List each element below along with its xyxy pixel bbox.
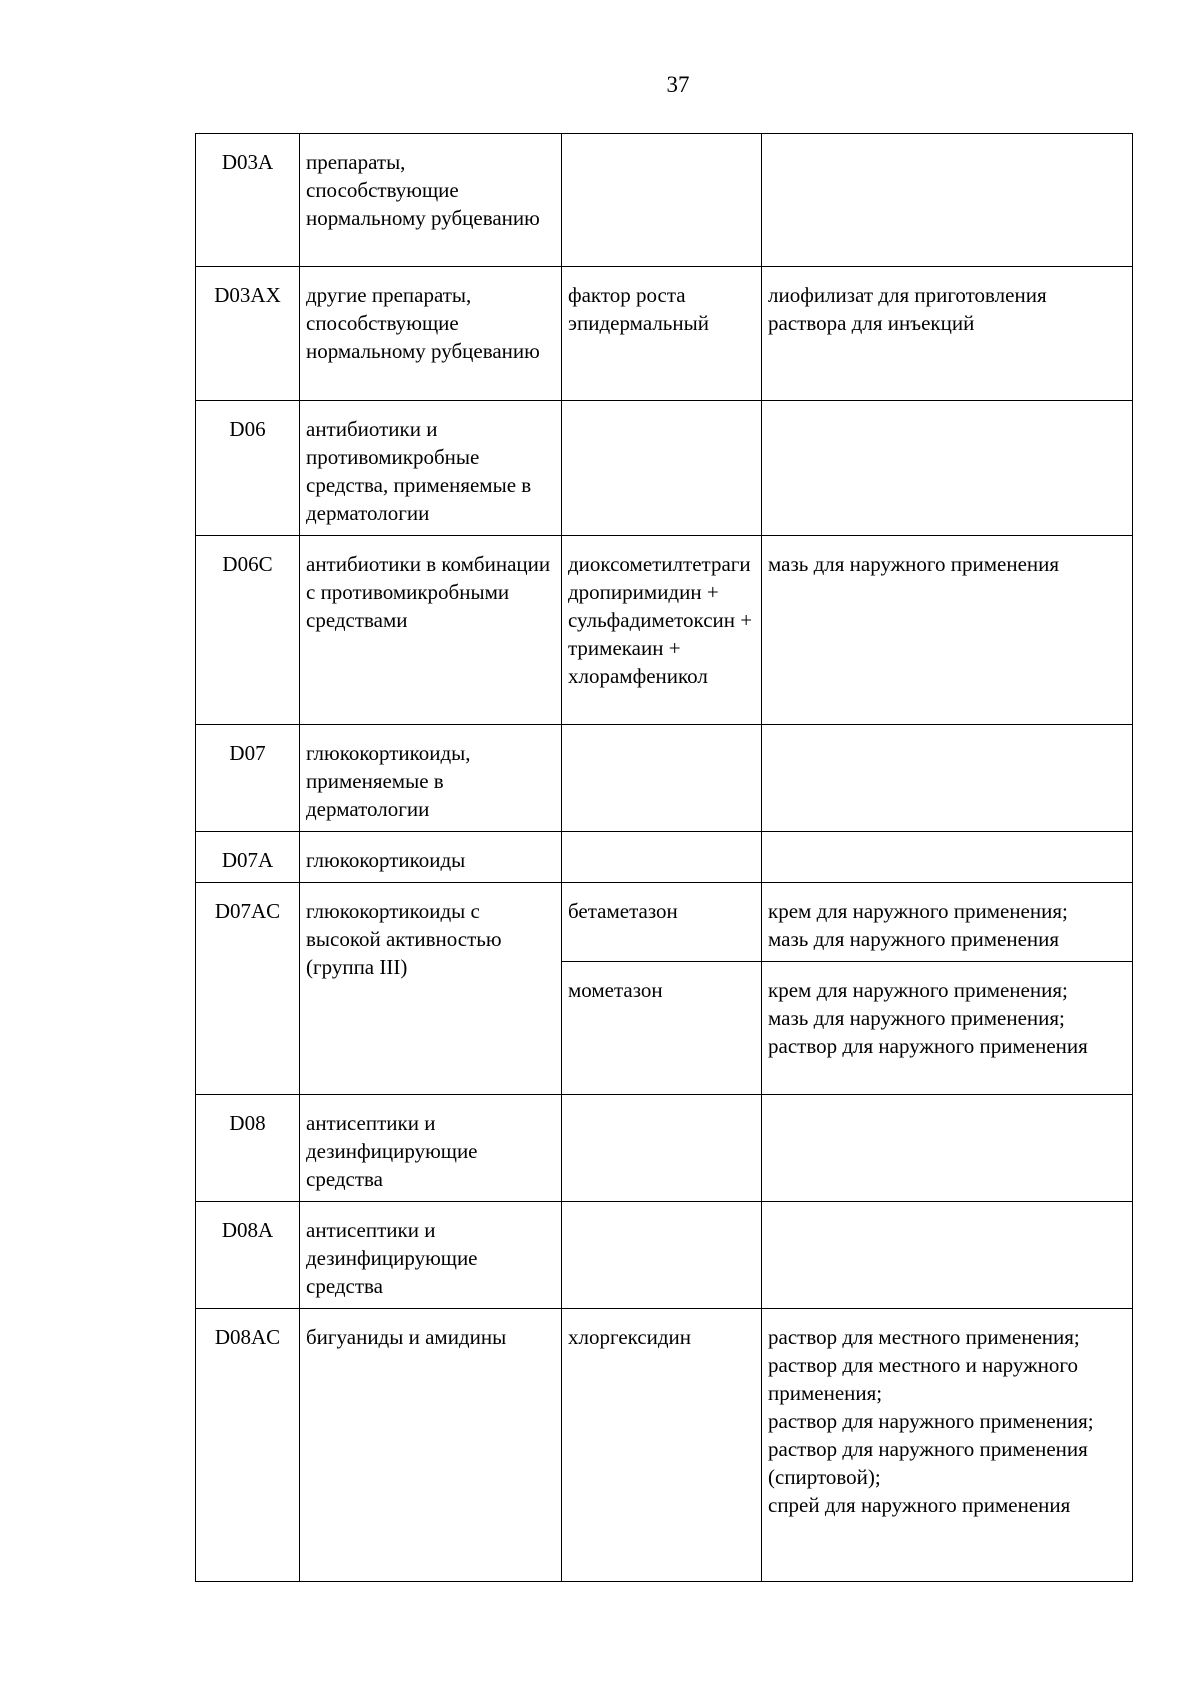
atc-code: D08A: [196, 1202, 300, 1309]
group-name: другие препараты, способствующие нормальному рубцеванию: [300, 267, 562, 401]
dosage-forms: [762, 1202, 1133, 1309]
atc-code: D08AC: [196, 1309, 300, 1582]
group-name: глюкокортикоиды с высокой активностью (группа III): [300, 883, 562, 1095]
atc-code: D07: [196, 725, 300, 832]
group-name: препараты, способствующие нормальному рубцеванию: [300, 134, 562, 267]
group-name: глюкокортикоиды: [300, 832, 562, 883]
table-row: [196, 725, 1133, 832]
drug-name: [562, 134, 762, 267]
dosage-form-line: мазь для наружного применения: [768, 552, 1060, 576]
atc-code: D07AC: [196, 883, 300, 1095]
dosage-forms: [762, 401, 1133, 536]
dosage-form-line: лиофилизат для приготовления раствора для инъекций: [768, 283, 1047, 335]
dosage-forms: [762, 962, 1133, 1095]
table-row: [196, 536, 1133, 725]
atc-code: D03A: [196, 134, 300, 267]
table-row: [196, 134, 1133, 267]
drug-name: [562, 832, 762, 883]
dosage-form-line: раствор для наружного применения;: [768, 1409, 1094, 1433]
drug-name: фактор роста эпидермальный: [562, 267, 762, 401]
dosage-form-line: крем для наружного применения;: [768, 899, 1068, 923]
drug-name: мометазон: [562, 962, 762, 1095]
atc-code: D07A: [196, 832, 300, 883]
atc-code: D03AX: [196, 267, 300, 401]
drug-name: бетаметазон: [562, 883, 762, 962]
dosage-forms: [762, 725, 1133, 832]
drug-name: [562, 401, 762, 536]
dosage-form-line: раствор для местного и наружного применения;: [768, 1353, 1078, 1405]
drug-name: диоксометилтетрагидропиримидин + сульфадиметоксин + тримекаин + хлорамфеникол: [562, 536, 762, 725]
table-row: [196, 1095, 1133, 1202]
dosage-form-line: мазь для наружного применения: [768, 927, 1060, 951]
dosage-forms: [762, 1309, 1133, 1582]
table-row: [196, 1202, 1133, 1309]
dosage-form-line: спрей для наружного применения: [768, 1493, 1071, 1517]
group-name: бигуаниды и амидины: [300, 1309, 562, 1582]
atc-code: D06: [196, 401, 300, 536]
dosage-form-line: раствор для местного применения;: [768, 1325, 1080, 1349]
drug-name: хлоргексидин: [562, 1309, 762, 1582]
table-row: [196, 832, 1133, 883]
group-name: антисептики и дезинфицирующие средства: [300, 1095, 562, 1202]
atc-code: D06C: [196, 536, 300, 725]
table-row: [196, 401, 1133, 536]
dosage-forms: [762, 134, 1133, 267]
group-name: глюкокортикоиды, применяемые в дерматологии: [300, 725, 562, 832]
drug-classification-table: [195, 133, 1133, 1582]
atc-code: D08: [196, 1095, 300, 1202]
drug-name: [562, 1202, 762, 1309]
dosage-forms: [762, 267, 1133, 401]
dosage-forms: [762, 1095, 1133, 1202]
dosage-forms: [762, 536, 1133, 725]
dosage-form-line: раствор для наружного применения (спиртовой);: [768, 1437, 1088, 1489]
drug-name: [562, 1095, 762, 1202]
dosage-form-line: мазь для наружного применения;: [768, 1006, 1065, 1030]
page-number: 37: [666, 72, 690, 97]
dosage-form-line: раствор для наружного применения: [768, 1034, 1088, 1058]
dosage-forms: [762, 832, 1133, 883]
group-name: антибиотики в комбинации с противомикробными средствами: [300, 536, 562, 725]
drug-name: [562, 725, 762, 832]
dosage-form-line: крем для наружного применения;: [768, 978, 1068, 1002]
group-name: антисептики и дезинфицирующие средства: [300, 1202, 562, 1309]
table-row: [196, 1309, 1133, 1582]
table-row: [196, 267, 1133, 401]
group-name: антибиотики и противомикробные средства, применяемые в дерматологии: [300, 401, 562, 536]
dosage-forms: [762, 883, 1133, 962]
table-row: [196, 883, 1133, 962]
